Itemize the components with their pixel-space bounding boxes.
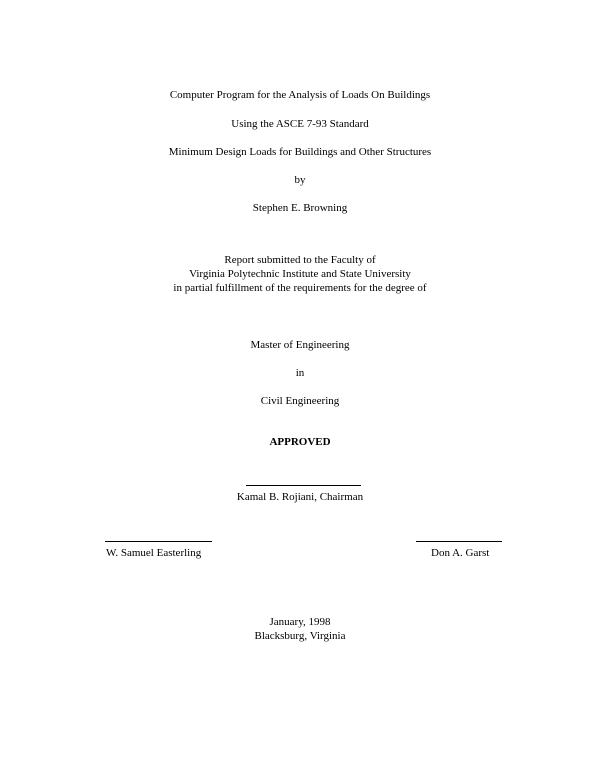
submission-line-1: Report submitted to the Faculty of — [224, 254, 376, 266]
left-member-name: W. Samuel Easterling — [106, 547, 202, 559]
title-line-1: Computer Program for the Analysis of Loads On Buildings — [169, 89, 431, 101]
right-member-name: Don A. Garst — [431, 547, 490, 559]
by-text: by — [294, 174, 306, 186]
degree-field: Civil Engineering — [260, 395, 340, 407]
submission-line-2: Virginia Polytechnic Institute and State University — [189, 268, 411, 280]
author-name: Stephen E. Browning — [252, 202, 348, 214]
degree-name: Master of Engineering — [250, 339, 350, 351]
degree-in: in — [295, 367, 305, 379]
left-signature-line — [105, 541, 212, 542]
place-text: Blacksburg, Virginia — [254, 630, 346, 642]
chair-signature-line — [246, 485, 361, 486]
title-line-2: Using the ASCE 7-93 Standard — [231, 118, 369, 130]
approved-label: APPROVED — [269, 436, 331, 448]
submission-line-3: in partial fulfillment of the requirements for the degree of — [173, 282, 427, 294]
date-text: January, 1998 — [269, 616, 331, 628]
right-signature-line — [416, 541, 502, 542]
chair-name: Kamal B. Rojiani, Chairman — [236, 491, 364, 503]
title-line-3: Minimum Design Loads for Buildings and Other Structures — [168, 146, 432, 158]
